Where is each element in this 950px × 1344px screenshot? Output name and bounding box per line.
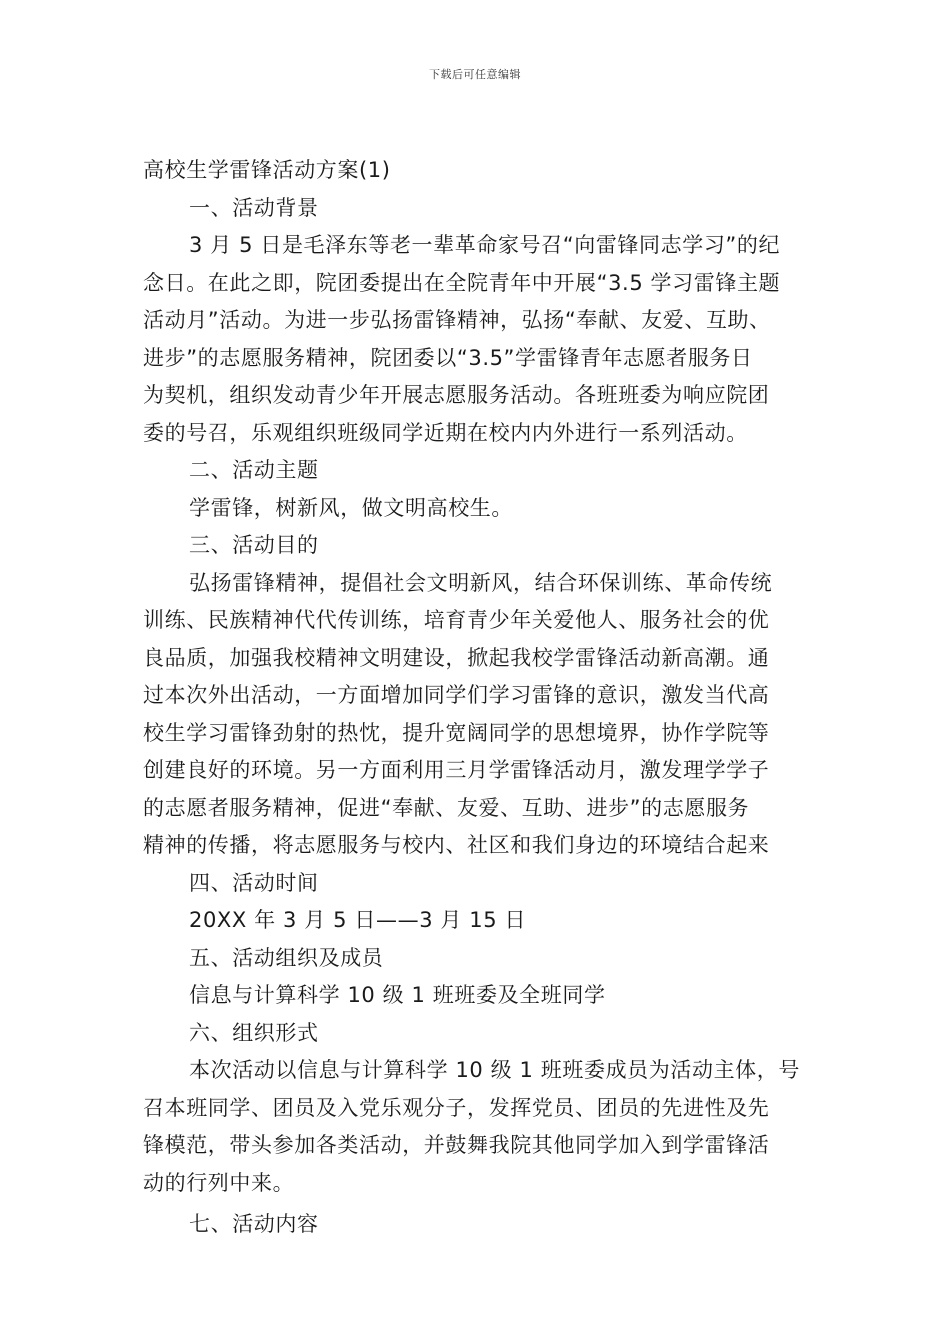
paragraph-line: 信息与计算科学 10 级 1 班班委及全班同学 [189, 983, 606, 1007]
section-heading: 四、活动时间 [189, 870, 319, 895]
paragraph-line: 锋模范，带头参加各类活动，并鼓舞我院其他同学加入到学雷锋活 [143, 1133, 770, 1157]
paragraph-line: 的志愿者服务精神，促进“奉献、友爱、互助、进步”的志愿服务 [143, 795, 750, 820]
paragraph-line: 校生学习雷锋劲射的热忱，提升宽阔同学的思想境界，协作学院等 [143, 720, 770, 745]
section-heading: 一、活动背景 [189, 195, 319, 220]
paragraph-line: 动的行列中来。 [143, 1170, 295, 1195]
paragraph-line: 创建良好的环境。另一方面利用三月学雷锋活动月，激发理学学子 [143, 758, 770, 782]
paragraph-line: 为契机，组织发动青少年开展志愿服务活动。各班班委为响应院团 [143, 383, 770, 407]
paragraph-line: 委的号召，乐观组织班级同学近期在校内内外进行一系列活动。 [143, 420, 748, 445]
paragraph-line: 弘扬雷锋精神，提倡社会文明新风，结合环保训练、革命传统 [189, 570, 773, 595]
paragraph-line: 3 月 5 日是毛泽东等老一辈革命家号召“向雷锋同志学习”的纪 [189, 233, 781, 257]
section-heading: 五、活动组织及成员 [189, 945, 384, 970]
paragraph-line: 本次活动以信息与计算科学 10 级 1 班班委成员为活动主体，号 [189, 1058, 800, 1082]
paragraph-line: 过本次外出活动，一方面增加同学们学习雷锋的意识，激发当代高 [143, 683, 770, 707]
paragraph-line: 召本班同学、团员及入党乐观分子，发挥党员、团员的先进性及先 [143, 1095, 770, 1120]
paragraph-line: 20XX 年 3 月 5 日——3 月 15 日 [189, 908, 527, 932]
section-heading: 六、组织形式 [189, 1020, 319, 1045]
section-heading: 七、活动内容 [189, 1212, 319, 1236]
page-header: 下载后可任意编辑 [429, 68, 521, 81]
document-title: 高校生学雷锋活动方案(1) [143, 158, 391, 182]
paragraph-line: 学雷锋，树新风，做文明高校生。 [189, 495, 513, 520]
paragraph-line: 进步”的志愿服务精神，院团委以“3.5”学雷锋青年志愿者服务日 [143, 345, 753, 370]
paragraph-line: 良品质，加强我校精神文明建设，掀起我校学雷锋活动新高潮。通 [143, 645, 770, 670]
paragraph-line: 训练、民族精神代代传训练，培育青少年关爱他人、服务社会的优 [143, 608, 770, 632]
document-body [143, 152, 813, 1244]
section-heading: 二、活动主题 [189, 458, 319, 482]
paragraph-line: 念日。在此之即，院团委提出在全院青年中开展“3.5 学习雷锋主题 [143, 270, 781, 295]
section-heading: 三、活动目的 [189, 533, 319, 557]
paragraph-line: 活动月”活动。为进一步弘扬雷锋精神，弘扬“奉献、友爱、互助、 [143, 308, 771, 332]
paragraph-line: 精神的传播，将志愿服务与校内、社区和我们身边的环境结合起来 [143, 833, 770, 857]
